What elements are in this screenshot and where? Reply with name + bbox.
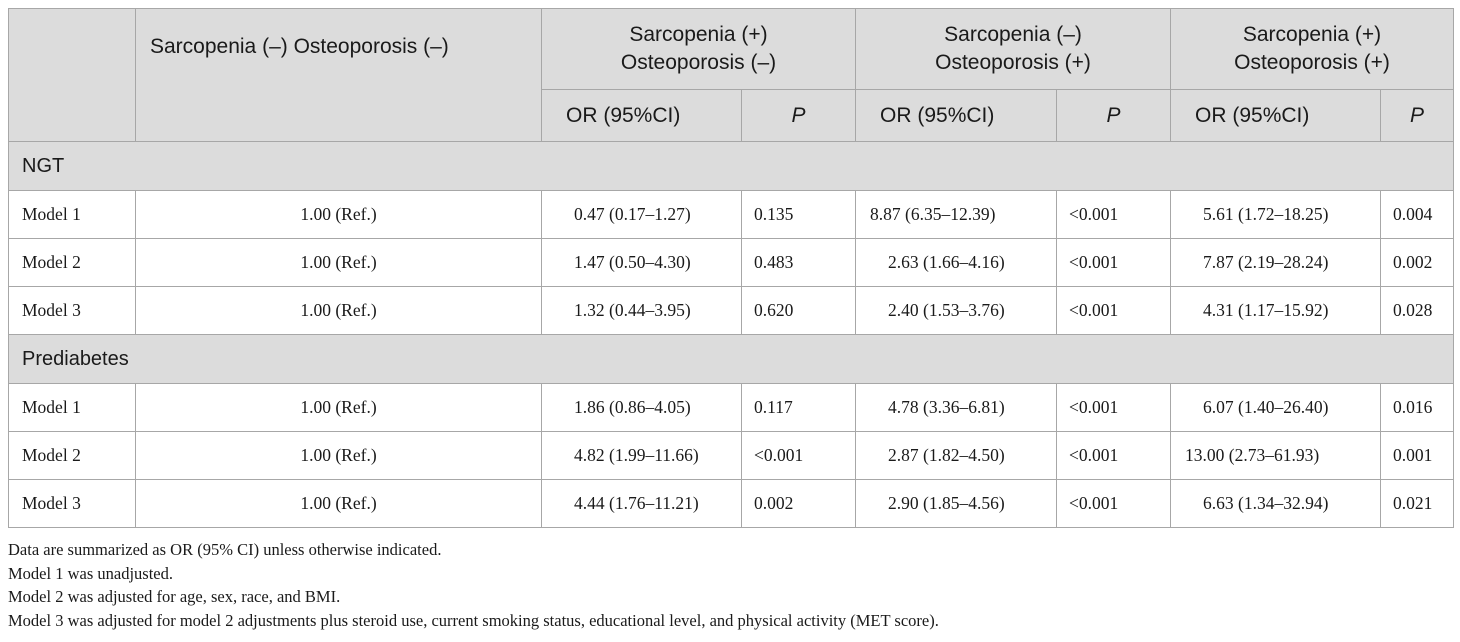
header-group-1-label: Sarcopenia (–) Osteoporosis (–)	[150, 35, 449, 58]
ref-value: 1.00 (Ref.)	[136, 191, 542, 239]
p-value-3: 0.002	[1381, 239, 1454, 287]
header-group-1	[136, 9, 542, 142]
footnote: Model 2 was adjusted for age, sex, race, and BMI.	[8, 587, 341, 606]
or-value-3: 7.87 (2.19–28.24)	[1171, 239, 1381, 287]
or-value-3: 13.00 (2.73–61.93)	[1171, 432, 1381, 480]
header-group-2-line-1: Sarcopenia (+)	[629, 23, 768, 46]
table-row	[9, 432, 1454, 480]
table-row	[9, 384, 1454, 432]
ref-value: 1.00 (Ref.)	[136, 239, 542, 287]
p-value-2: <0.001	[1057, 480, 1171, 528]
p-value-2: <0.001	[1057, 432, 1171, 480]
header-group-3-line-2: Osteoporosis (+)	[935, 51, 1091, 74]
ref-value: 1.00 (Ref.)	[136, 287, 542, 335]
p-value-3: 0.001	[1381, 432, 1454, 480]
header-p-col-3: P	[1381, 90, 1454, 142]
header-p-col-1: P	[742, 90, 856, 142]
header-p-col-2: P	[1057, 90, 1171, 142]
p-value-1: 0.483	[742, 239, 856, 287]
or-value-3: 6.07 (1.40–26.40)	[1171, 384, 1381, 432]
header-group-3-line-1: Sarcopenia (–)	[944, 23, 1082, 46]
or-value-2: 8.87 (6.35–12.39)	[856, 191, 1057, 239]
p-value-1: 0.002	[742, 480, 856, 528]
p-value-2: <0.001	[1057, 287, 1171, 335]
ref-value: 1.00 (Ref.)	[136, 480, 542, 528]
table-row	[9, 191, 1454, 239]
footnote: Model 1 was unadjusted.	[8, 563, 173, 583]
or-value-1: 1.86 (0.86–4.05)	[542, 384, 742, 432]
p-value-1: 0.117	[742, 384, 856, 432]
header-corner-cell	[9, 9, 136, 142]
header-or-col-3: OR (95%CI)	[1171, 90, 1381, 142]
p-value-1: 0.620	[742, 287, 856, 335]
p-value-2: <0.001	[1057, 239, 1171, 287]
row-label: Model 1	[9, 191, 136, 239]
p-value-3: 0.028	[1381, 287, 1454, 335]
ref-value: 1.00 (Ref.)	[136, 384, 542, 432]
or-value-1: 1.32 (0.44–3.95)	[542, 287, 742, 335]
row-label: Model 1	[9, 384, 136, 432]
table-footnotes	[8, 538, 939, 632]
or-value-3: 6.63 (1.34–32.94)	[1171, 480, 1381, 528]
footnote: Model 3 was adjusted for model 2 adjustments plus steroid use, current smoking status, educational level, and physical activity (MET score).	[8, 610, 939, 630]
or-value-3: 4.31 (1.17–15.92)	[1171, 287, 1381, 335]
p-value-1: 0.135	[742, 191, 856, 239]
results-table-container	[8, 8, 1453, 528]
row-label: Model 3	[9, 287, 136, 335]
or-value-3: 5.61 (1.72–18.25)	[1171, 191, 1381, 239]
header-group-2	[542, 9, 856, 90]
p-value-3: 0.021	[1381, 480, 1454, 528]
header-row-groups	[9, 9, 1454, 90]
p-value-2: <0.001	[1057, 384, 1171, 432]
header-group-3	[856, 9, 1171, 90]
row-label: Model 2	[9, 432, 136, 480]
odds-ratio-table	[8, 8, 1454, 528]
row-label: Model 2	[9, 239, 136, 287]
or-value-1: 4.44 (1.76–11.21)	[542, 480, 742, 528]
group-title: NGT	[9, 142, 1454, 191]
header-group-4-line-2: Osteoporosis (+)	[1234, 51, 1390, 74]
or-value-2: 2.87 (1.82–4.50)	[856, 432, 1057, 480]
or-value-2: 2.40 (1.53–3.76)	[856, 287, 1057, 335]
group-title: Prediabetes	[9, 335, 1454, 384]
p-value-3: 0.004	[1381, 191, 1454, 239]
header-group-4	[1171, 9, 1454, 90]
group-row-ngt	[9, 142, 1454, 191]
group-row-prediabetes	[9, 335, 1454, 384]
or-value-2: 2.90 (1.85–4.56)	[856, 480, 1057, 528]
row-label: Model 3	[9, 480, 136, 528]
table-row	[9, 287, 1454, 335]
footnote: Data are summarized as OR (95% CI) unless otherwise indicated.	[8, 540, 442, 559]
header-or-col-2: OR (95%CI)	[856, 90, 1057, 142]
or-value-1: 1.47 (0.50–4.30)	[542, 239, 742, 287]
or-value-1: 0.47 (0.17–1.27)	[542, 191, 742, 239]
header-or-col-1: OR (95%CI)	[542, 90, 742, 142]
ref-value: 1.00 (Ref.)	[136, 432, 542, 480]
table-row	[9, 239, 1454, 287]
or-value-2: 4.78 (3.36–6.81)	[856, 384, 1057, 432]
header-group-4-line-1: Sarcopenia (+)	[1242, 23, 1382, 46]
or-value-1: 4.82 (1.99–11.66)	[542, 432, 742, 480]
table-row	[9, 480, 1454, 528]
header-group-2-line-2: Osteoporosis (–)	[620, 51, 777, 74]
p-value-2: <0.001	[1057, 191, 1171, 239]
or-value-2: 2.63 (1.66–4.16)	[856, 239, 1057, 287]
p-value-3: 0.016	[1381, 384, 1454, 432]
p-value-1: <0.001	[742, 432, 856, 480]
